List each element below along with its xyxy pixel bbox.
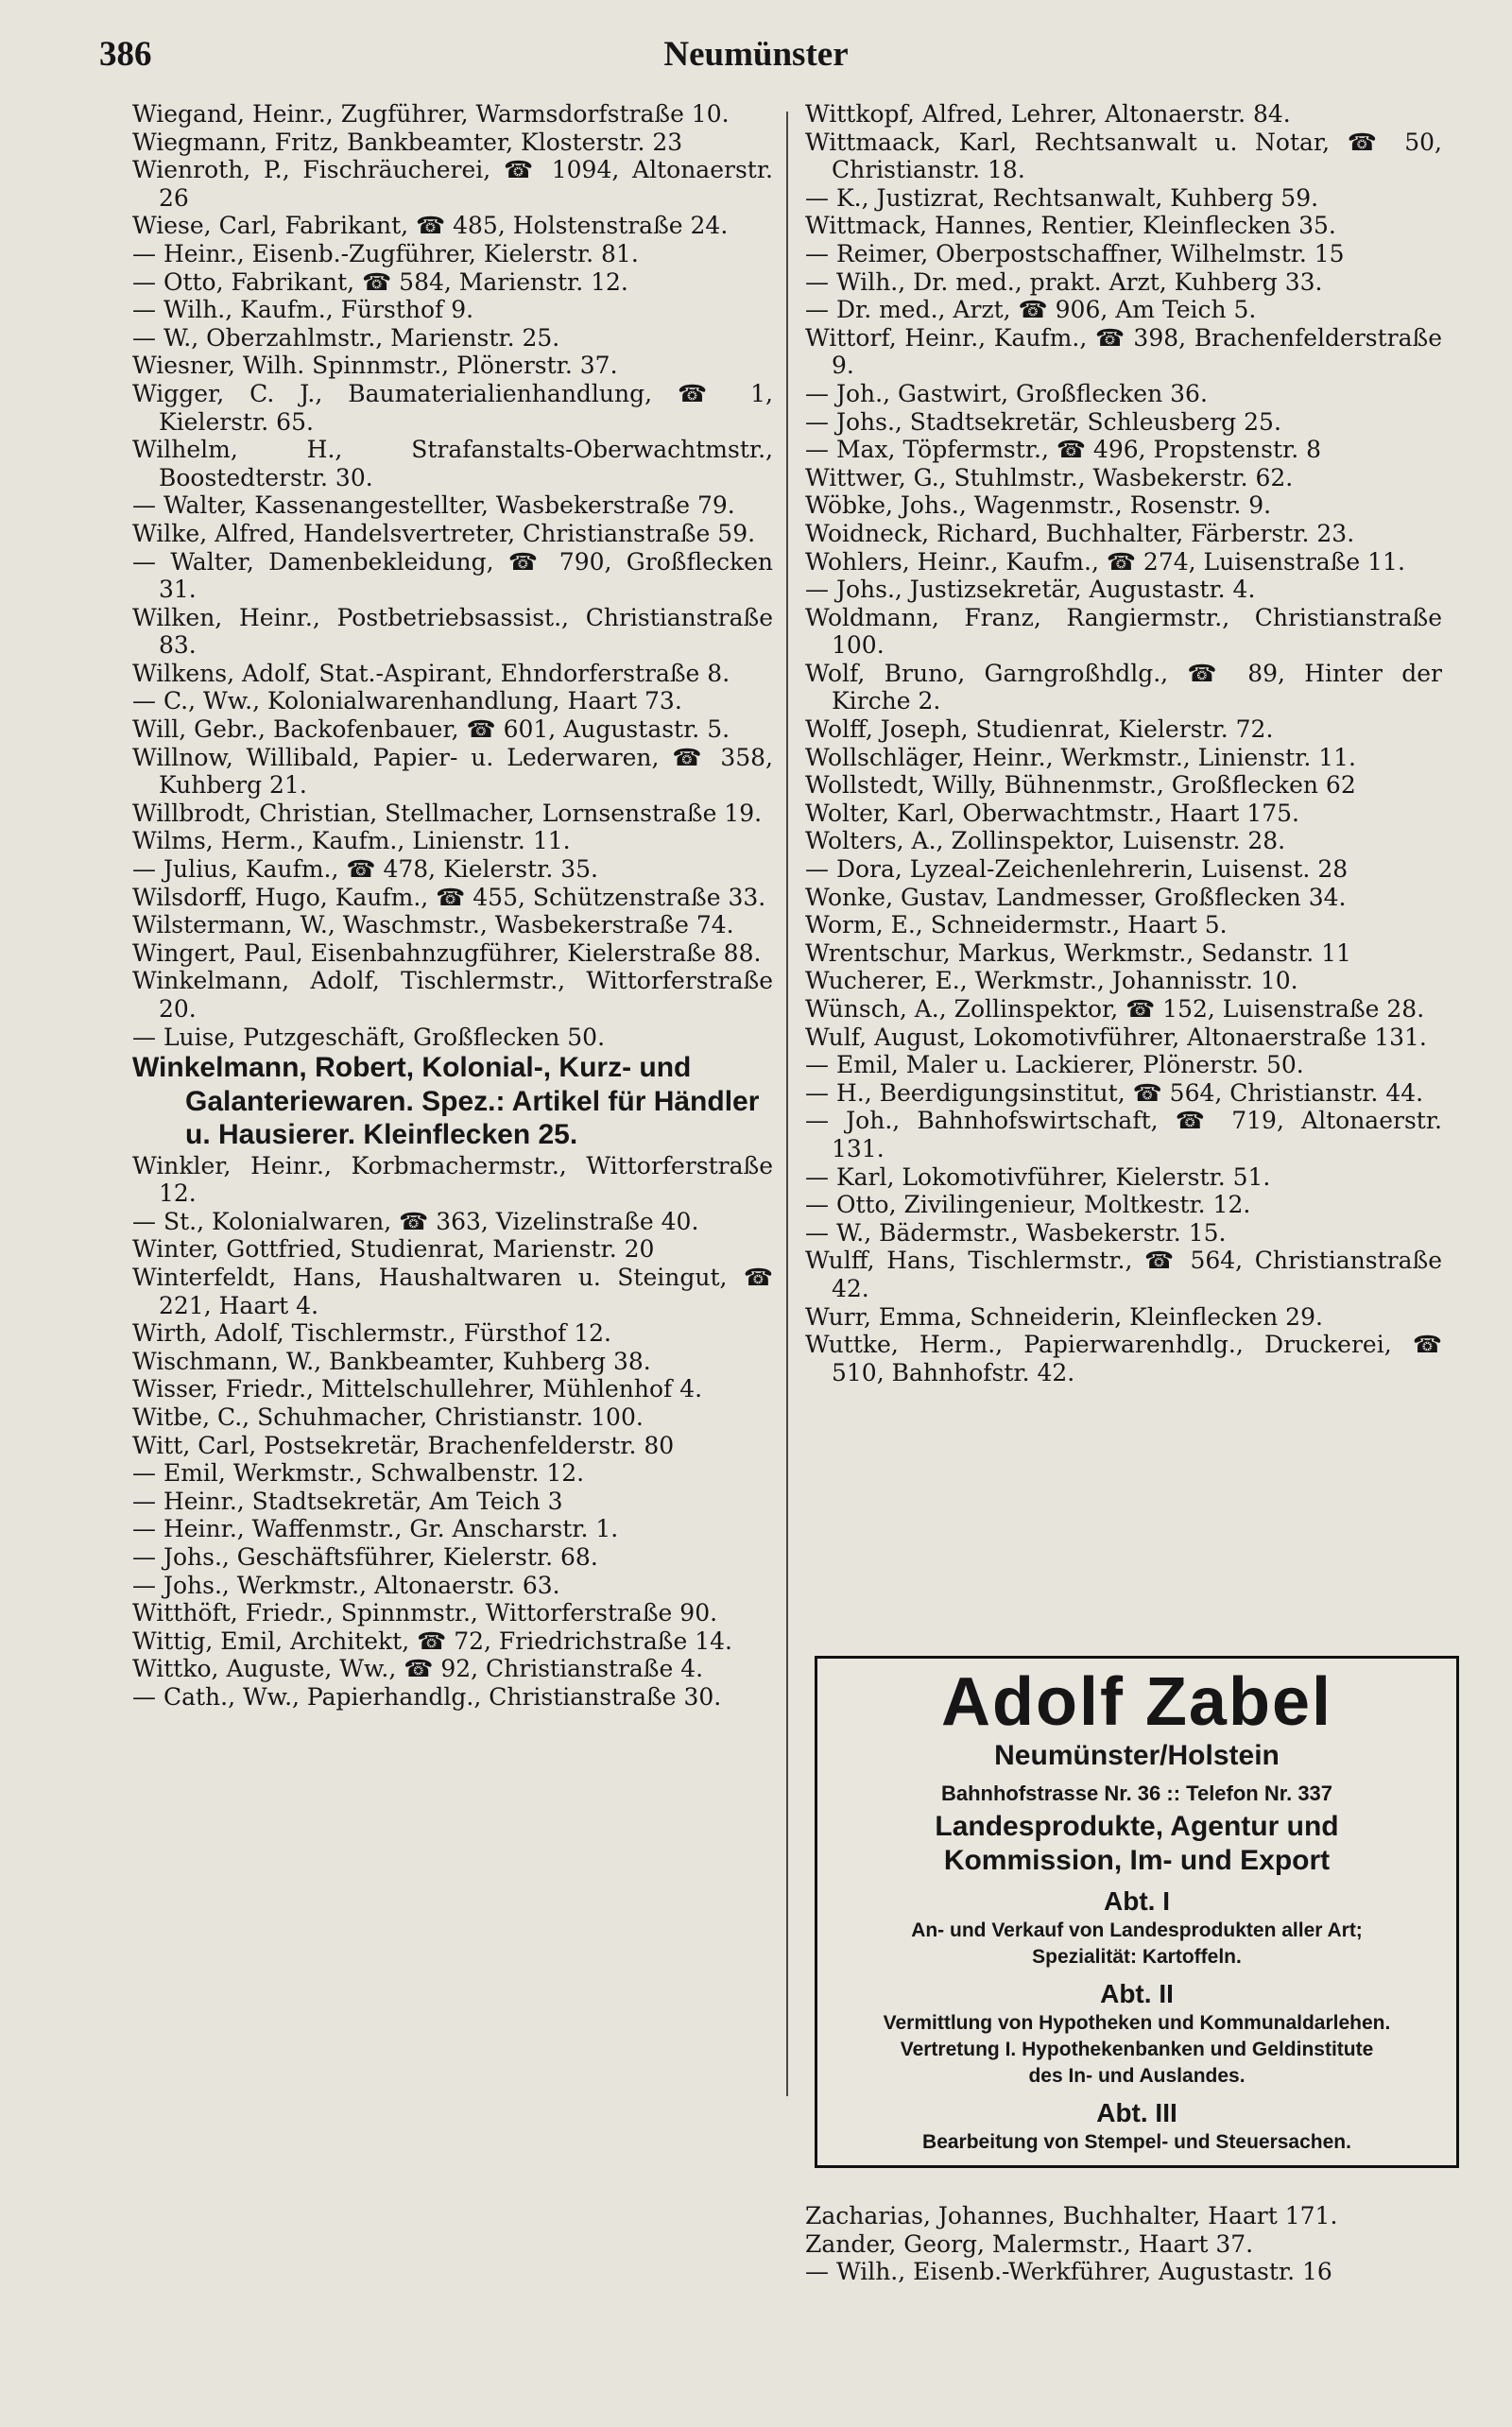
directory-entry: Wolf, Bruno, Garngroßhdlg., ☎ 89, Hinter der Kirche 2.	[805, 659, 1442, 715]
directory-entry: Winkler, Heinr., Korbmachermstr., Wittorferstraße 12.	[132, 1151, 773, 1208]
directory-entry: Wilms, Herm., Kaufm., Linienstr. 11.	[132, 827, 571, 855]
ad-line-2: Kommission, Im- und Export	[943, 1845, 1331, 1876]
ad-section-1-title: Abt. I	[1104, 1886, 1170, 1916]
directory-entry: — Luise, Putzgeschäft, Großflecken 50.	[132, 1023, 606, 1051]
directory-entry: Wischmann, W., Bankbeamter, Kuhberg 38.	[132, 1347, 651, 1375]
ad-section-2-text-2: Vertretung I. Hypothekenbanken und Geldinstitute	[900, 2039, 1374, 2060]
directory-entry: Zander, Georg, Malermstr., Haart 37.	[805, 2229, 1254, 2258]
directory-entry: Wirth, Adolf, Tischlermstr., Fürsthof 12.	[132, 1319, 611, 1348]
directory-entry: Wittko, Auguste, Ww., ☎ 92, Christianstraße 4.	[132, 1655, 704, 1683]
directory-entry: Wiegmann, Fritz, Bankbeamter, Klosterstr. 23	[132, 128, 683, 156]
directory-entry: Wurr, Emma, Schneiderin, Kleinflecken 29.	[805, 1302, 1323, 1331]
ad-company-name: Adolf Zabel	[941, 1664, 1332, 1740]
page-title: Neumünster	[663, 35, 849, 74]
ad-section-1-text-1: An- und Verkauf von Landesprodukten aller Art;	[911, 1919, 1363, 1941]
directory-entry: Wöbke, Johs., Wagenmstr., Rosenstr. 9.	[805, 491, 1272, 520]
directory-entry: — Heinr., Stadtsekretär, Am Teich 3	[132, 1487, 563, 1515]
directory-entry: Wittwer, G., Stuhlmstr., Wasbekerstr. 62.	[805, 463, 1294, 491]
left-entries-continued	[132, 1152, 773, 1712]
directory-entry: — W., Oberzahlmstr., Marienstr. 25.	[132, 323, 560, 352]
directory-entry: — C., Ww., Kolonialwarenhandlung, Haart 73.	[132, 687, 682, 715]
directory-entry: Wulf, August, Lokomotivführer, Altonaerstraße 131.	[805, 1023, 1427, 1051]
directory-entry: Wittkopf, Alfred, Lehrer, Altonaerstr. 84.	[805, 100, 1291, 128]
right-column	[805, 100, 1442, 1386]
directory-entry: — Emil, Maler u. Lackierer, Plönerstr. 50.	[805, 1051, 1304, 1079]
directory-entry: Wilkens, Adolf, Stat.-Aspirant, Ehndorferstraße 8.	[132, 659, 730, 687]
directory-entry: Wuttke, Herm., Papierwarenhdlg., Druckerei, ☎ 510, Bahnhofstr. 42.	[805, 1331, 1442, 1386]
column-divider	[786, 112, 788, 2096]
directory-entry: — Heinr., Waffenmstr., Gr. Anscharstr. 1.	[132, 1515, 619, 1543]
directory-entry: Worm, E., Schneidermstr., Haart 5.	[805, 911, 1228, 939]
directory-entry: Wilsdorff, Hugo, Kaufm., ☎ 455, Schützenstraße 33.	[132, 883, 766, 911]
directory-entry: — Walter, Kassenangestellter, Wasbekerstraße 79.	[132, 491, 735, 520]
directory-entry: Wilstermann, W., Waschmstr., Wasbekerstraße 74.	[132, 911, 734, 939]
directory-entry: — Wilh., Eisenb.-Werkführer, Augustastr. 16	[805, 2258, 1332, 2286]
ad-line-1: Landesprodukte, Agentur und	[935, 1811, 1339, 1842]
directory-entry: — Johs., Justizsekretär, Augustastr. 4.	[805, 576, 1256, 604]
directory-entry: — Dora, Lyzeal-Zeichenlehrerin, Luisenst. 28	[805, 855, 1349, 884]
directory-entry: Wienroth, P., Fischräucherei, ☎ 1094, Altonaerstr. 26	[132, 156, 773, 212]
ad-section-2-title: Abt. II	[1100, 1979, 1174, 2008]
ad-section-1-text-2: Spezialität: Kartoffeln.	[1032, 1946, 1242, 1968]
directory-entry: Wollstedt, Willy, Bühnenmstr., Großflecken 62	[805, 771, 1356, 800]
directory-entry: Wulff, Hans, Tischlermstr., ☎ 564, Christianstraße 42.	[805, 1247, 1442, 1302]
directory-entry: — St., Kolonialwaren, ☎ 363, Vizelinstraße 40.	[132, 1207, 699, 1235]
right-bottom-list	[805, 2202, 1442, 2286]
directory-entry: Winkelmann, Adolf, Tischlermstr., Wittorferstraße 20.	[132, 967, 773, 1023]
ad-address: Bahnhofstrasse Nr. 36 :: Telefon Nr. 337	[940, 1782, 1333, 1805]
right-entries	[805, 100, 1442, 1386]
directory-entry: Witthöft, Friedr., Spinnmstr., Wittorferstraße 90.	[132, 1599, 718, 1627]
directory-entry: Wigger, C. J., Baumaterialienhandlung, ☎ 1, Kielerstr. 65.	[132, 379, 773, 436]
directory-entry: — Joh., Gastwirt, Großflecken 36.	[805, 379, 1208, 407]
directory-entry: — Joh., Bahnhofswirtschaft, ☎ 719, Altonaerstr. 131.	[805, 1107, 1442, 1162]
bold-advert-entry: Winkelmann, Robert, Kolonial-, Kurz- und Galanteriewaren. Spez.: Artikel für Händler u. Hausierer. Kleinflecken 25.	[132, 1052, 760, 1151]
directory-entry: Wilhelm, H., Strafanstalts-Oberwachtmstr., Boostedterstr. 30.	[132, 436, 773, 491]
directory-entry: — Emil, Werkmstr., Schwalbenstr. 12.	[132, 1459, 585, 1488]
directory-entry: Wilken, Heinr., Postbetriebsassist., Christianstraße 83.	[132, 603, 773, 660]
directory-entry: Will, Gebr., Backofenbauer, ☎ 601, Augustastr. 5.	[132, 715, 730, 744]
directory-entry: — Heinr., Eisenb.-Zugführer, Kielerstr. 81.	[132, 239, 639, 267]
directory-entry: — Max, Töpfermstr., ☎ 496, Propstenstr. 8	[805, 436, 1322, 464]
directory-entry: Wolters, A., Zollinspektor, Luisenstr. 28.	[805, 827, 1286, 855]
directory-entry: Witt, Carl, Postsekretär, Brachenfelderstr. 80	[132, 1431, 675, 1459]
directory-entry: — Walter, Damenbekleidung, ☎ 790, Großflecken 31.	[132, 547, 773, 604]
ad-location: Neumünster/Holstein	[994, 1740, 1280, 1771]
directory-entry: Wollschläger, Heinr., Werkmstr., Linienstr. 11.	[805, 743, 1357, 771]
directory-entry: Wisser, Friedr., Mittelschullehrer, Mühlenhof 4.	[132, 1375, 703, 1403]
directory-entry: — Otto, Fabrikant, ☎ 584, Marienstr. 12.	[132, 267, 628, 296]
left-entries	[132, 100, 773, 1051]
directory-entry: Wonke, Gustav, Landmesser, Großflecken 34.	[805, 883, 1347, 911]
directory-entry: Wucherer, E., Werkmstr., Johannisstr. 10.	[805, 967, 1298, 995]
directory-entry: — H., Beerdigungsinstitut, ☎ 564, Christianstr. 44.	[805, 1078, 1424, 1107]
ad-section-2-text-1: Vermittlung von Hypotheken und Kommunaldarlehen.	[883, 2012, 1391, 2034]
directory-entry: Wünsch, A., Zollinspektor, ☎ 152, Luisenstraße 28.	[805, 995, 1425, 1023]
page-number: 386	[99, 35, 152, 74]
right-bottom-entries	[805, 2202, 1442, 2286]
directory-entry: Witbe, C., Schuhmacher, Christianstr. 100.	[132, 1403, 644, 1432]
directory-entry: Wohlers, Heinr., Kaufm., ☎ 274, Luisenstraße 11.	[805, 547, 1405, 576]
directory-entry: — Karl, Lokomotivführer, Kielerstr. 51.	[805, 1162, 1271, 1191]
directory-entry: Willbrodt, Christian, Stellmacher, Lornsenstraße 19.	[132, 799, 763, 827]
ad-section-2-text-3: des In- und Auslandes.	[1028, 2065, 1246, 2087]
directory-entry: — Johs., Werkmstr., Altonaerstr. 63.	[132, 1571, 560, 1599]
directory-entry: Wiesner, Wilh. Spinnmstr., Plönerstr. 37.	[132, 352, 618, 380]
directory-entry: — Johs., Geschäftsführer, Kielerstr. 68.	[132, 1543, 598, 1571]
directory-entry: Wittmack, Hannes, Rentier, Kleinflecken 35.	[805, 212, 1336, 240]
directory-entry: Wilke, Alfred, Handelsvertreter, Christianstraße 59.	[132, 519, 756, 547]
directory-entry: Wiegand, Heinr., Zugführer, Warmsdorfstraße 10.	[132, 100, 730, 128]
ad-section-3-title: Abt. III	[1096, 2098, 1177, 2127]
directory-entry: Wittorf, Heinr., Kaufm., ☎ 398, Brachenfelderstraße 9.	[805, 323, 1442, 380]
directory-entry: Wittmaack, Karl, Rechtsanwalt u. Notar, ☎ 50, Christianstr. 18.	[805, 128, 1442, 184]
directory-entry: Woidneck, Richard, Buchhalter, Färberstr. 23.	[805, 519, 1355, 547]
directory-entry: — W., Bädermstr., Wasbekerstr. 15.	[805, 1218, 1227, 1247]
directory-entry: Wrentschur, Markus, Werkmstr., Sedanstr. 11	[805, 938, 1351, 967]
page-header	[99, 28, 1413, 85]
directory-entry: — Wilh., Dr. med., prakt. Arzt, Kuhberg 33.	[805, 267, 1323, 296]
directory-entry: — Johs., Stadtsekretär, Schleusberg 25.	[805, 407, 1281, 436]
directory-entry: Zacharias, Johannes, Buchhalter, Haart 171.	[805, 2202, 1338, 2229]
ad-section-3-text: Bearbeitung von Stempel- und Steuersachen.	[922, 2131, 1351, 2153]
directory-entry: Wittig, Emil, Architekt, ☎ 72, Friedrichstraße 14.	[132, 1627, 732, 1655]
left-column	[132, 100, 773, 1712]
advertisement-box	[815, 1656, 1459, 2168]
directory-entry: — Wilh., Kaufm., Fürsthof 9.	[132, 296, 474, 324]
directory-entry: — Cath., Ww., Papierhandlg., Christianstraße 30.	[132, 1682, 722, 1711]
directory-entry: Wiese, Carl, Fabrikant, ☎ 485, Holstenstraße 24.	[132, 212, 729, 240]
directory-entry: — Dr. med., Arzt, ☎ 906, Am Teich 5.	[805, 296, 1257, 324]
directory-entry: Wingert, Paul, Eisenbahnzugführer, Kielerstraße 88.	[132, 938, 762, 967]
directory-entry: Woldmann, Franz, Rangiermstr., Christianstraße 100.	[805, 603, 1442, 660]
directory-entry: Winter, Gottfried, Studienrat, Marienstr. 20	[132, 1235, 655, 1264]
directory-entry: Winterfeldt, Hans, Haushaltwaren u. Steingut, ☎ 221, Haart 4.	[132, 1264, 773, 1319]
directory-entry: — K., Justizrat, Rechtsanwalt, Kuhberg 59.	[805, 183, 1319, 212]
directory-entry: Wolff, Joseph, Studienrat, Kielerstr. 72.	[805, 715, 1274, 744]
directory-entry: — Julius, Kaufm., ☎ 478, Kielerstr. 35.	[132, 855, 599, 884]
directory-entry: — Reimer, Oberpostschaffner, Wilhelmstr. 15	[805, 239, 1345, 267]
directory-entry: Wolter, Karl, Oberwachtmstr., Haart 175.	[805, 799, 1299, 827]
directory-entry: Willnow, Willibald, Papier- u. Lederwaren, ☎ 358, Kuhberg 21.	[132, 743, 773, 800]
directory-entry: — Otto, Zivilingenieur, Moltkestr. 12.	[805, 1191, 1251, 1219]
